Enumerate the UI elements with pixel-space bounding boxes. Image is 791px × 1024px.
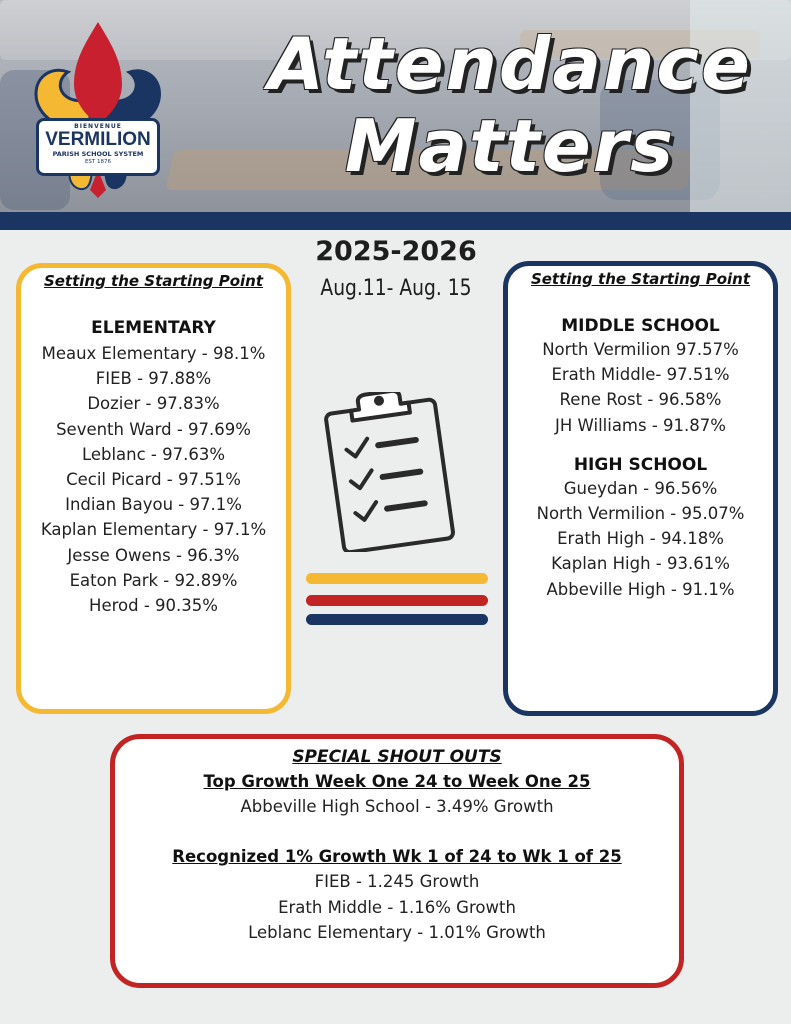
list-item: Erath Middle - 1.16% Growth	[278, 897, 516, 917]
list-item: FIEB - 1.245 Growth	[314, 872, 480, 892]
red-stripe	[306, 595, 488, 606]
logo-subtitle: PARISH SCHOOL SYSTEM	[52, 150, 144, 158]
top-growth-item: Abbeville High School - 3.49% Growth	[240, 797, 554, 816]
elementary-card	[16, 263, 291, 714]
list-item: Erath Middle- 97.51%	[551, 365, 730, 385]
high-school-list	[508, 476, 773, 602]
shout-outs-title: SPECIAL SHOUT OUTS	[292, 747, 502, 767]
middle-school-title: MIDDLE SCHOOL	[561, 316, 720, 336]
list-item: FIEB - 97.88%	[95, 369, 212, 389]
list-item: Eaton Park - 92.89%	[69, 570, 238, 590]
recognized-heading: Recognized 1% Growth Wk 1 of 24 to Wk 1 of 25	[172, 847, 622, 867]
logo-banner	[36, 118, 160, 176]
list-item: Meaux Elementary - 98.1%	[41, 344, 266, 363]
list-item: Kaplan Elementary - 97.1%	[40, 520, 267, 540]
navy-stripe	[306, 614, 488, 625]
vermilion-logo	[30, 20, 165, 198]
list-item: Kaplan High - 93.61%	[551, 554, 730, 574]
list-item: Indian Bayou - 97.1%	[65, 495, 242, 515]
header-divider-band	[0, 212, 791, 230]
logo-top-text: BIENVENUE	[74, 123, 122, 130]
high-school-title: HIGH SCHOOL	[573, 454, 708, 475]
middle-school-list	[508, 337, 773, 438]
list-item: North Vermilion 97.57%	[542, 340, 739, 359]
spacer	[115, 819, 679, 844]
elementary-list	[21, 341, 286, 618]
card-heading: Setting the Starting Point	[530, 270, 751, 288]
shout-outs-card	[110, 734, 684, 988]
list-item: Jesse Owens - 96.3%	[67, 545, 240, 565]
header-banner	[0, 0, 791, 214]
middle-high-card	[503, 261, 778, 716]
list-item: Cecil Picard - 97.51%	[66, 470, 241, 490]
list-item: Leblanc - 97.63%	[81, 444, 226, 464]
logo-name: VERMILION	[45, 129, 151, 150]
list-item: Rene Rost - 96.58%	[559, 390, 722, 410]
list-item: Herod - 90.35%	[89, 596, 218, 616]
list-item: Abbeville High - 91.1%	[546, 579, 735, 599]
list-item: Leblanc Elementary - 1.01% Growth	[248, 923, 546, 943]
list-item: JH Williams - 91.87%	[555, 415, 726, 435]
list-item: Dozier - 97.83%	[87, 394, 220, 414]
list-item: Gueydan - 96.56%	[563, 478, 718, 498]
clipboard-checklist-icon	[320, 392, 458, 552]
card-heading: Setting the Starting Point	[43, 272, 264, 290]
title-line-2: Matters	[344, 104, 676, 188]
list-item: Erath High - 94.18%	[557, 529, 724, 549]
school-year: 2025-2026	[315, 236, 477, 267]
elementary-title: ELEMENTARY	[91, 318, 216, 338]
date-range: Aug.11- Aug. 15	[320, 276, 472, 301]
top-growth-heading: Top Growth Week One 24 to Week One 25	[203, 772, 591, 791]
list-item: North Vermilion - 95.07%	[536, 504, 745, 524]
title-line-1: Attendance	[268, 22, 752, 106]
gold-stripe	[306, 573, 488, 584]
list-item: Seventh Ward - 97.69%	[56, 419, 251, 439]
logo-est: EST 1876	[84, 159, 112, 165]
